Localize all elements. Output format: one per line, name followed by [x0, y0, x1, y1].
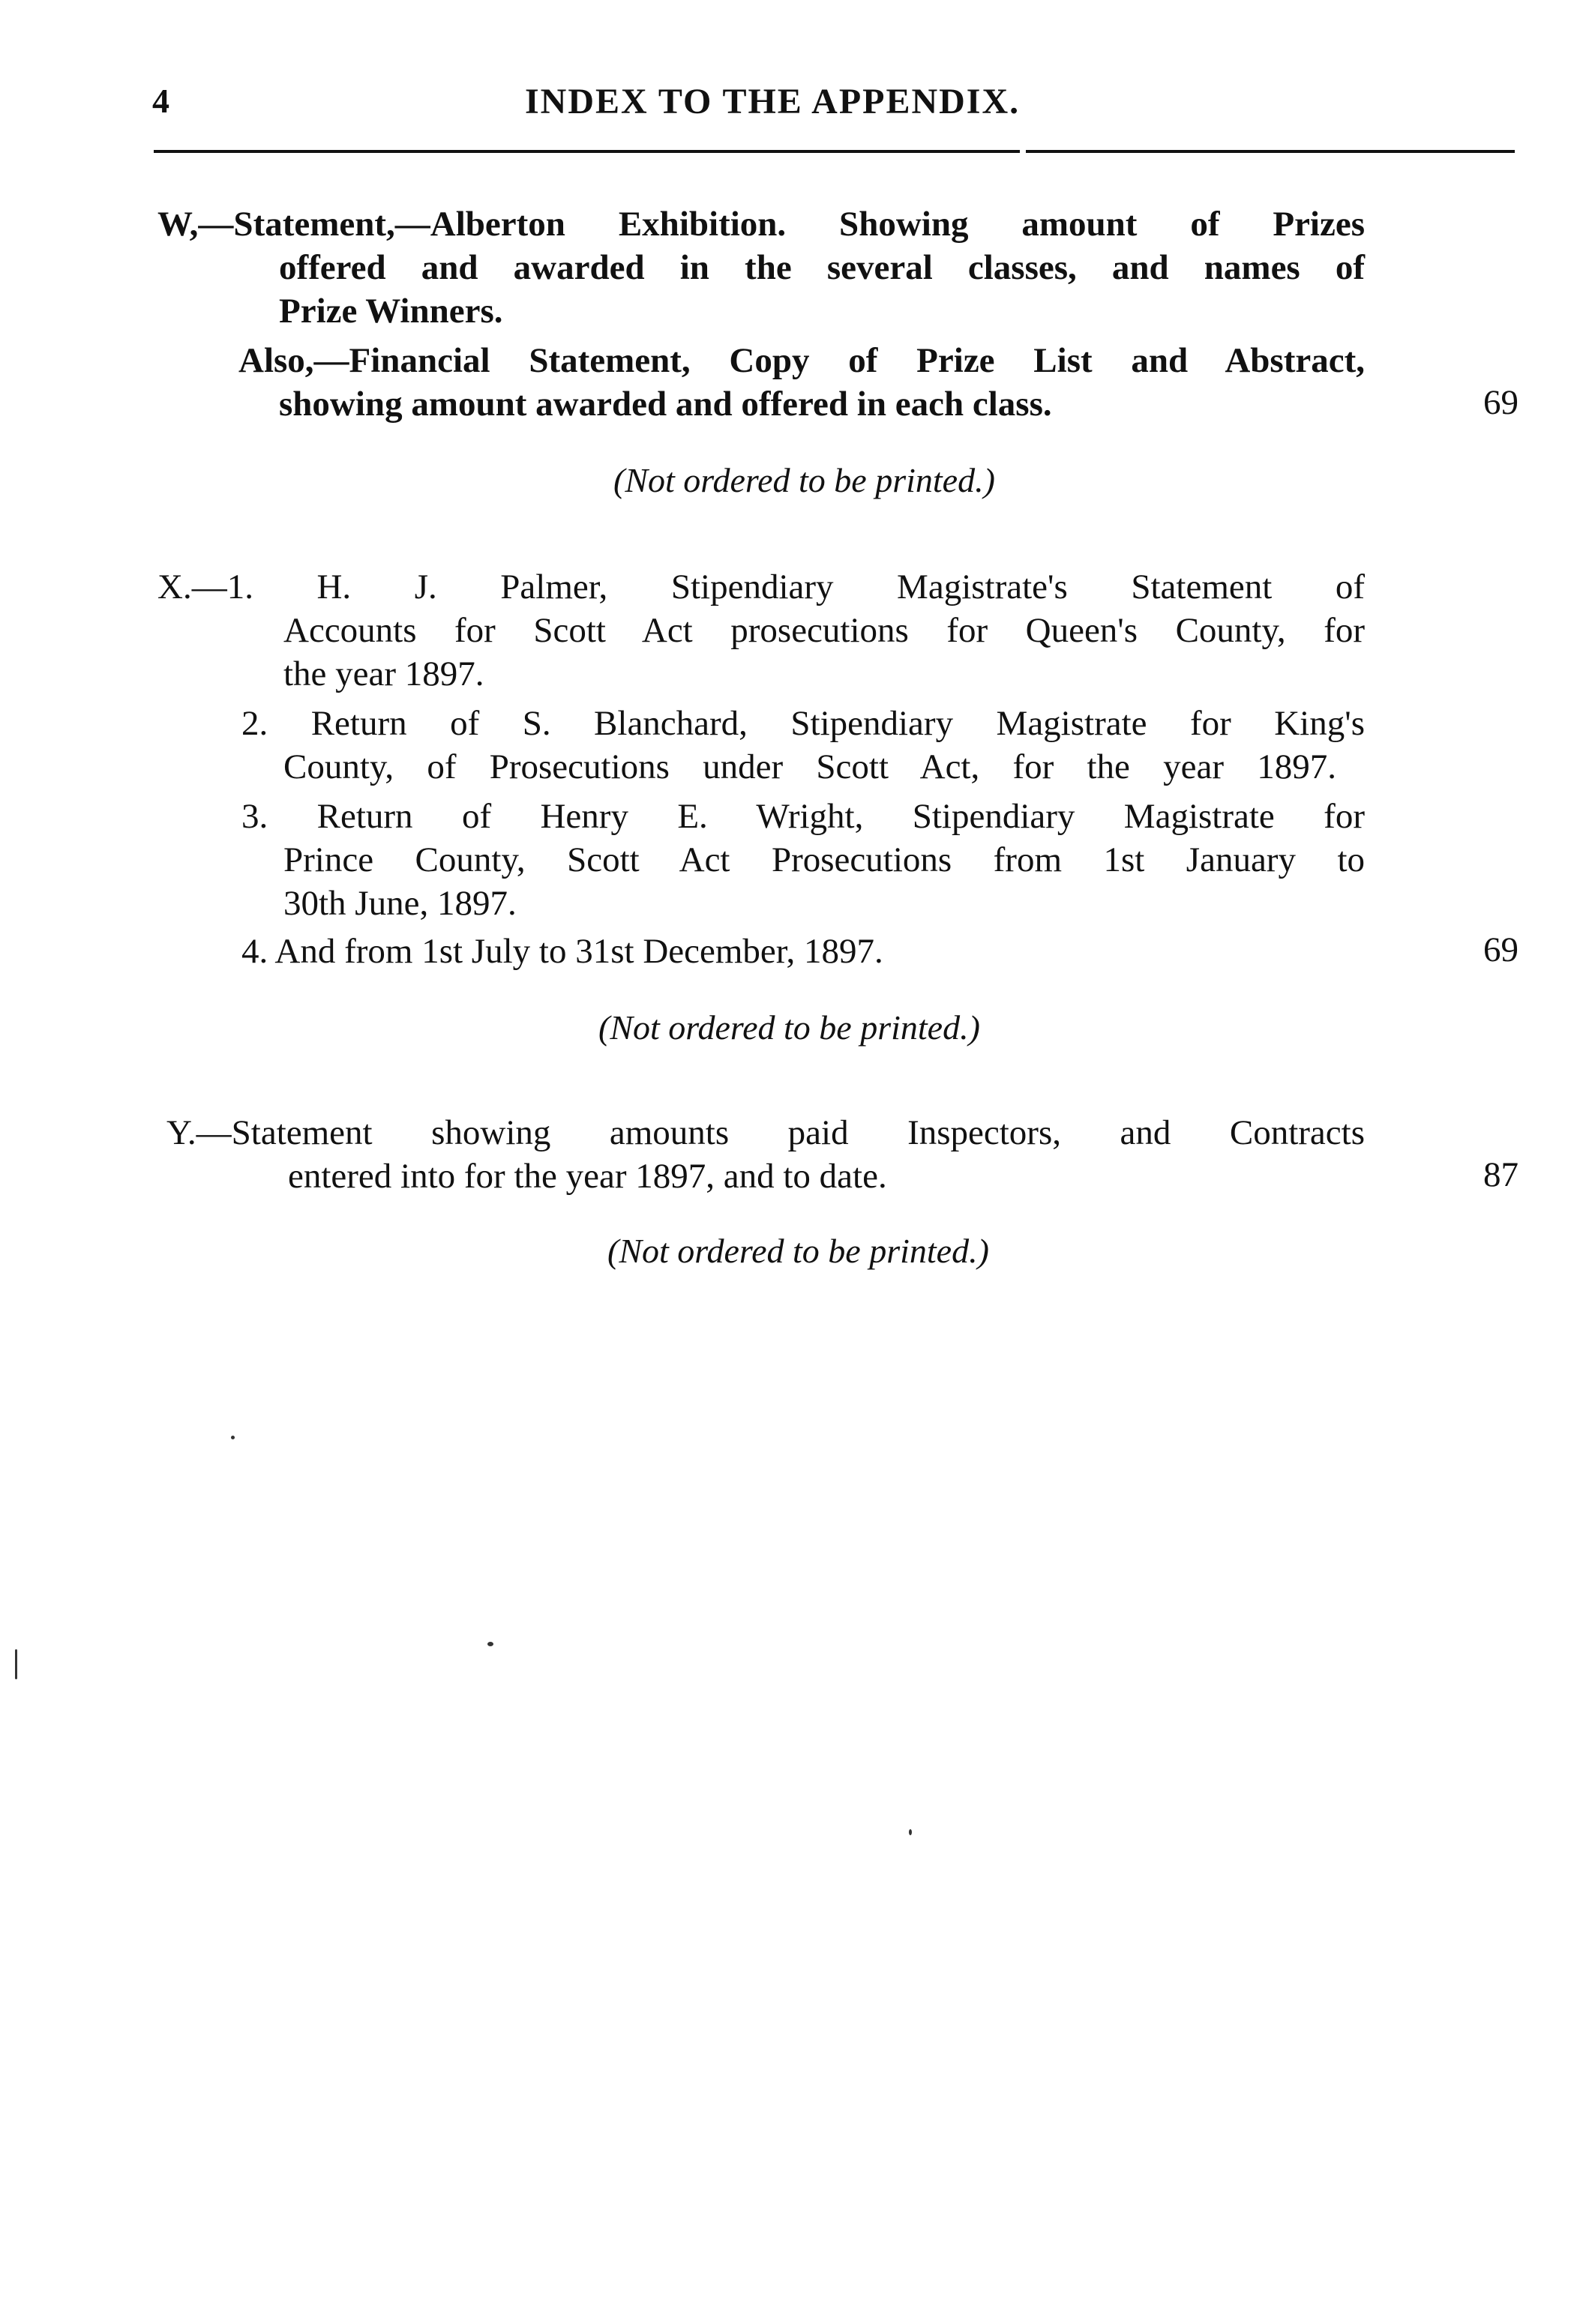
entry-x-line-4: 2. Return of S. Blanchard, Stipendiary Magistrate for King's [241, 704, 1365, 743]
entry-w-page: 69 [1483, 383, 1519, 422]
header-rule-left [154, 150, 1020, 153]
entry-x-note: (Not ordered to be printed.) [598, 1008, 980, 1047]
entry-w-note: (Not ordered to be printed.) [613, 461, 995, 499]
header-rule-right [1026, 150, 1515, 153]
scan-speck [909, 1829, 912, 1835]
entry-x-line-6: 3. Return of Henry E. Wright, Stipendiary Magistrate for [241, 797, 1365, 836]
entry-w-line-4: Also,—Financial Statement, Copy of Prize List and Abstract, [238, 341, 1365, 380]
entry-x-line-9: 4. And from 1st July to 31st December, 1897. [241, 932, 883, 971]
entry-y-note: (Not ordered to be printed.) [607, 1232, 989, 1270]
entry-x-line-8: 30th June, 1897. [283, 884, 517, 923]
page-number: 4 [152, 82, 169, 120]
entry-x-line-2: Accounts for Scott Act prosecutions for Queen's County, for [283, 611, 1365, 650]
entry-w-line-1: W,—Statement,—Alberton Exhibition. Showing amount of Prizes [157, 205, 1365, 244]
page-title: INDEX TO THE APPENDIX. [525, 82, 1021, 121]
entry-y-page: 87 [1483, 1155, 1519, 1194]
entry-w-line-5: showing amount awarded and offered in each class. [279, 385, 1052, 424]
entry-x-page: 69 [1483, 930, 1519, 969]
entry-y-line-2: entered into for the year 1897, and to date. [288, 1157, 887, 1196]
scan-speck [15, 1649, 17, 1679]
entry-w-line-3: Prize Winners. [279, 292, 503, 331]
entry-x-line-7: Prince County, Scott Act Prosecutions from 1st January to [283, 840, 1365, 879]
entry-x-line-5: County, of Prosecutions under Scott Act, for the year 1897. [283, 747, 1336, 786]
entry-x-line-1: X.—1. H. J. Palmer, Stipendiary Magistrate's Statement of [157, 568, 1365, 606]
entry-y-line-1: Y.—Statement showing amounts paid Inspectors, and Contracts [166, 1113, 1365, 1152]
scan-speck [231, 1436, 235, 1439]
entry-w-line-2: offered and awarded in the several classes, and names of [279, 248, 1365, 287]
entry-x-line-3: the year 1897. [283, 654, 484, 693]
scan-speck [487, 1642, 493, 1646]
